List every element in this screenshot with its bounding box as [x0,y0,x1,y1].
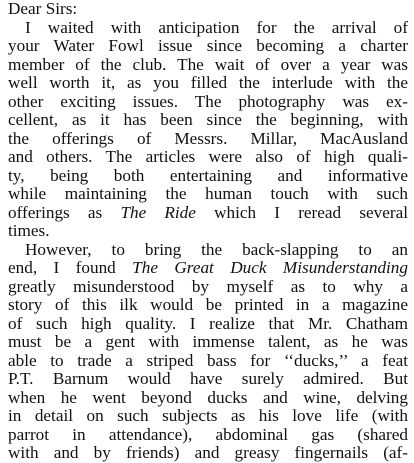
text-line: However, to bring the back-slapping to an [25,239,408,259]
text-line: parrot in attendance), abdominal gas (shared [8,424,408,444]
text-line: in detail on such subjects as his love life (with [8,406,408,425]
letter-body [8,0,408,463]
text-fragment: offerings as [8,202,121,222]
text-line: greatly misunderstood by myself as to why a [8,276,408,296]
text-line [8,204,408,223]
text-line: must be a gent with immense talent, as he was [8,332,408,351]
text-line: when he went beyond ducks and wine, delving [8,387,408,407]
text-fragment: end, I found [8,258,133,277]
text-line: while maintaining the human touch with such [8,184,408,203]
italic-title: The Ride [120,202,196,222]
text-line: of such high quality. I realize that Mr. Chatham [8,313,408,333]
text-line: story of this ilk would be printed in a magazine [8,295,408,314]
salutation: Dear Sirs: [8,0,78,18]
text-line: and others. The articles were also of high quali- [8,147,408,166]
text-line: other exciting issues. The photography was ex- [8,91,408,111]
text-line: cellent, as it has been since the beginning, with [8,110,408,129]
italic-title: The Great Duck Misunderstanding [132,258,408,277]
text-line: I waited with anticipation for the arrival of [25,17,408,37]
text-line: with and by friends) and greasy fingernails (af- [8,443,408,462]
text-line: your Water Fowl issue since becoming a charter [8,36,408,55]
text-line: times. [8,221,50,240]
text-line [8,259,408,278]
text-line: ty, being both entertaining and informative [8,165,408,185]
text-line: able to trade a striped bass for ‘‘ducks,’’ a feat [8,350,408,370]
text-line: member of the club. The wait of over a year was [8,54,408,74]
text-line: P.T. Barnum would have surely admired. But [8,369,408,388]
letter-text [8,19,408,463]
text-line: well worth it, as you filled the interlude with the [8,73,408,92]
text-fragment: which I reread several [195,202,408,222]
text-line: the offerings of Messrs. Millar, MacAusland [8,128,408,148]
